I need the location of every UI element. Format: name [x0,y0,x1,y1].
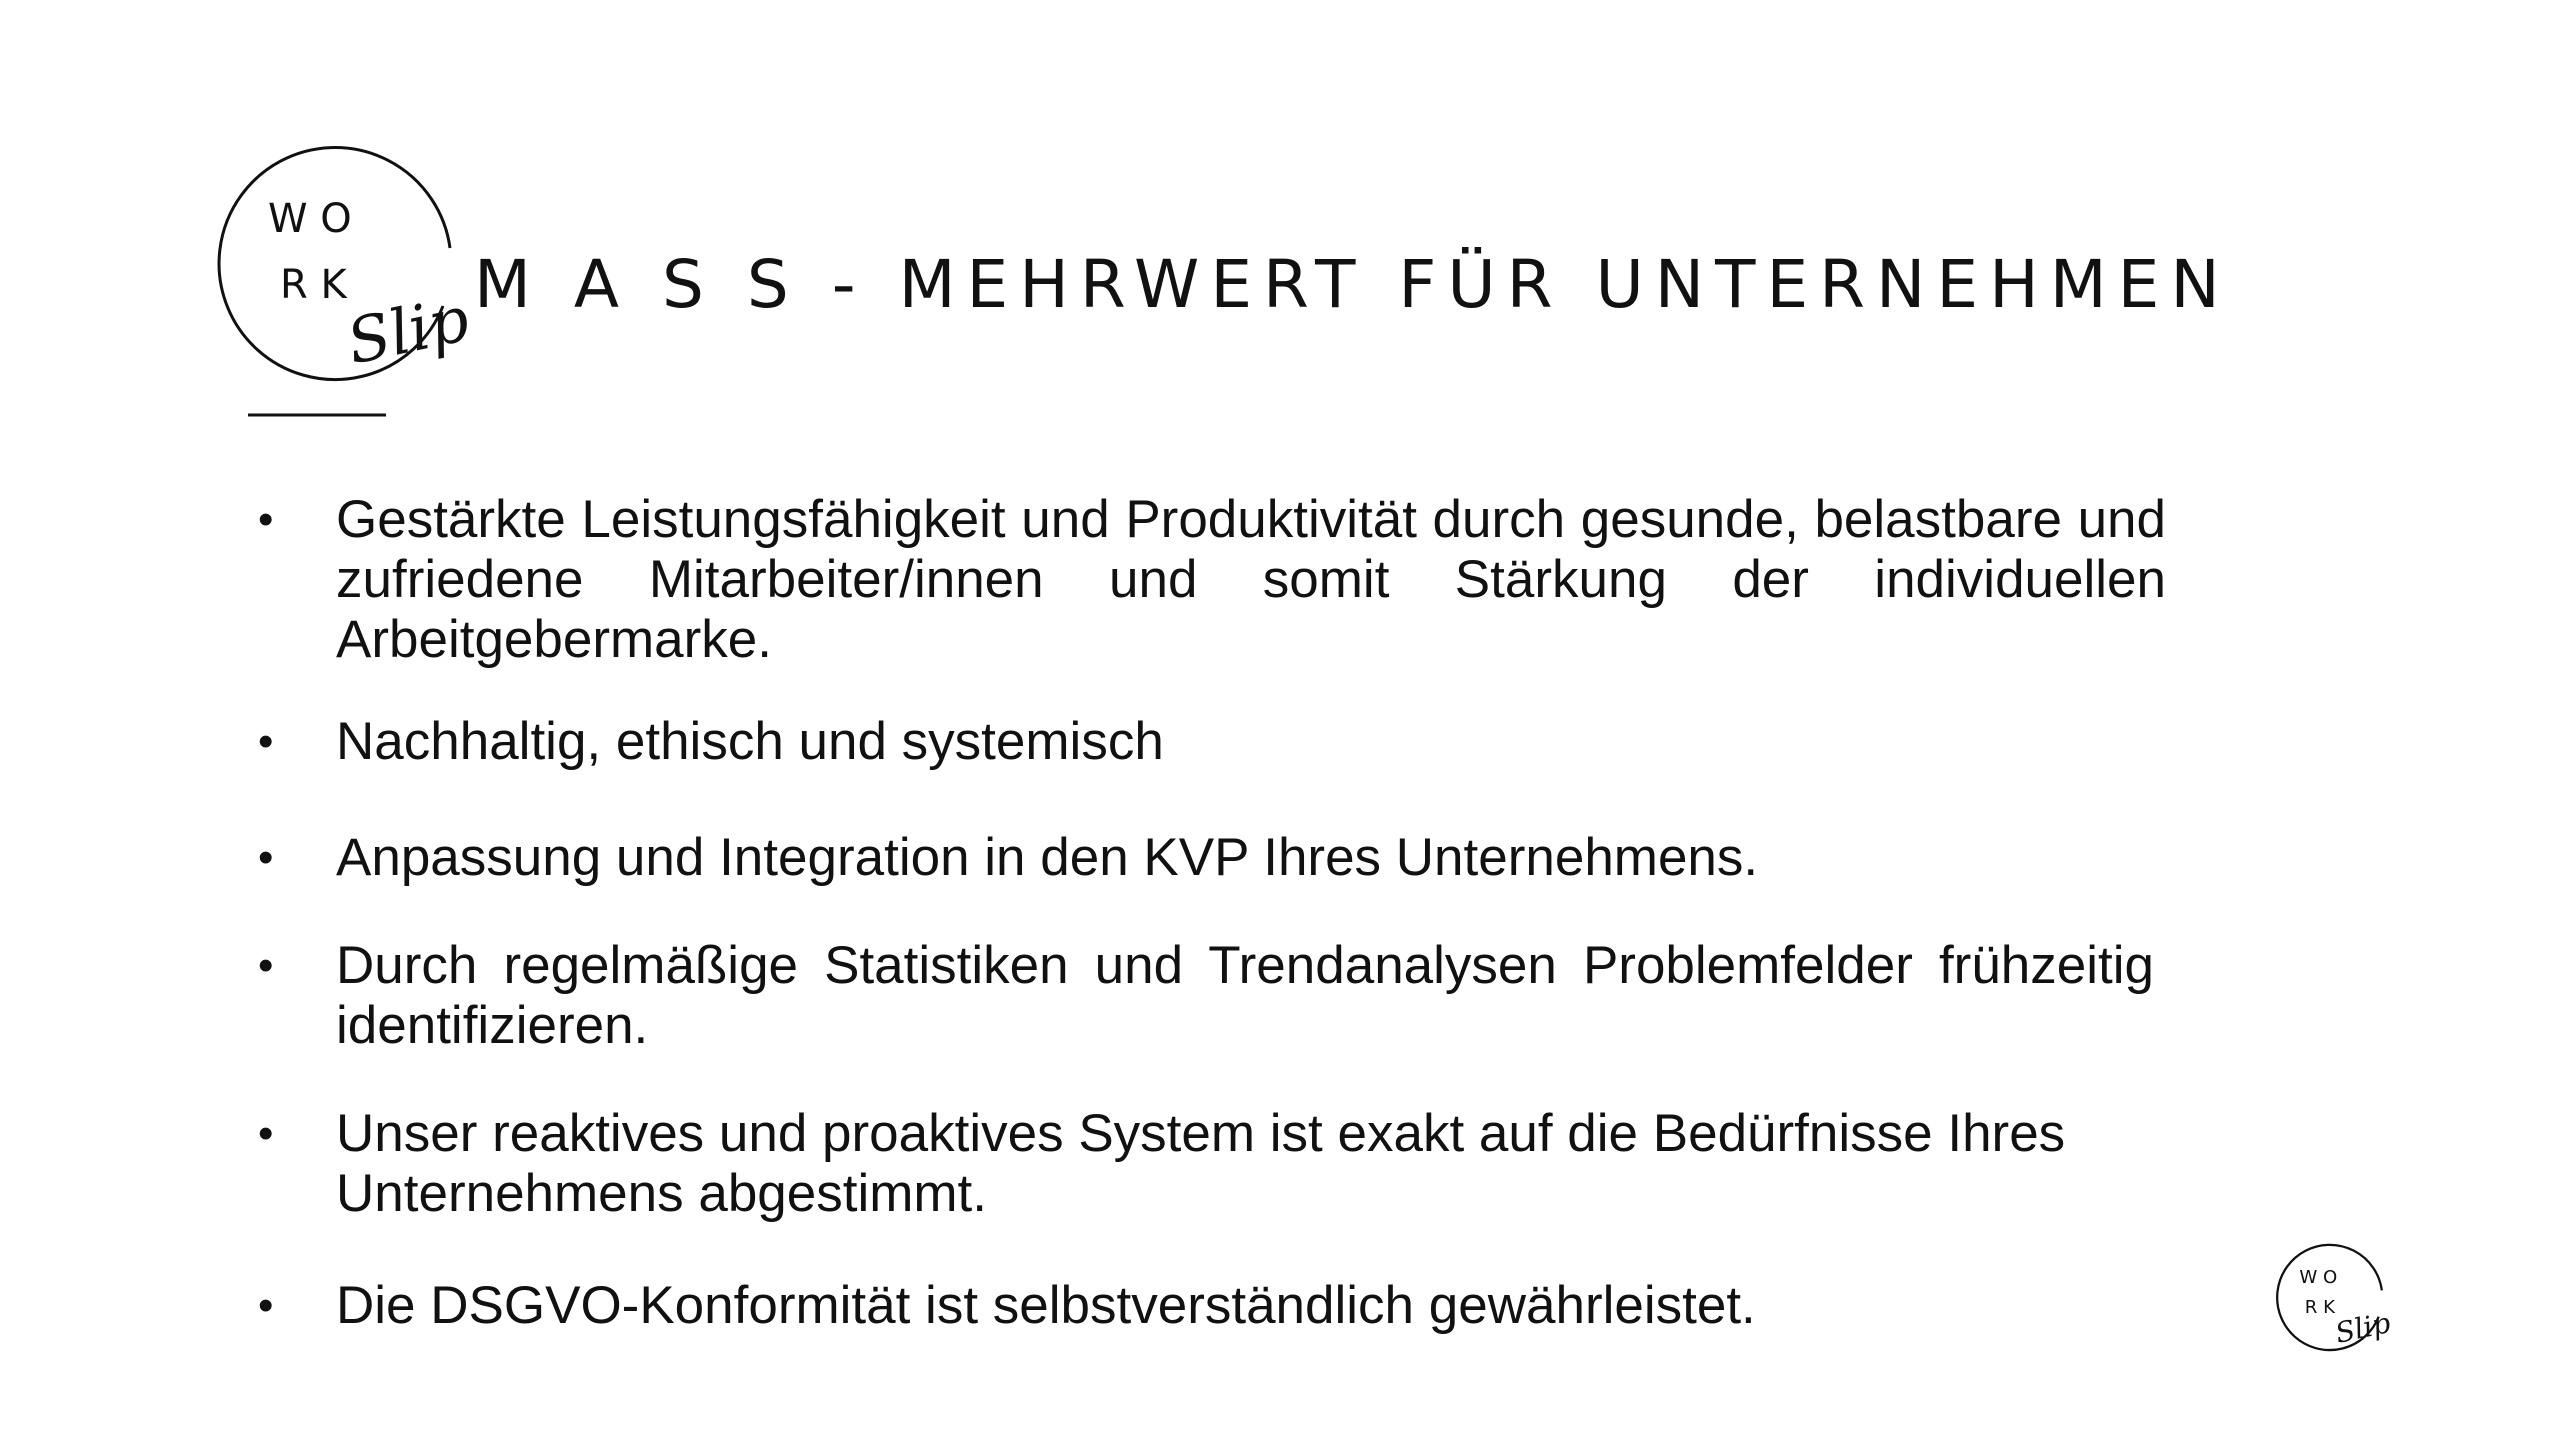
bullet-marker: • [258,1281,274,1330]
logo-letters-rk: R K [280,262,347,308]
bullet-marker: • [258,717,274,766]
logo-letters-wo: W O [268,196,352,242]
workslip-logo-icon [200,128,480,428]
bullet-marker: • [258,941,274,990]
logo-script: Slip [2332,1306,2394,1350]
page-title: M A S S - MEHRWERT FÜR UNTERNEHMEN [474,246,2231,323]
bullet-marker: • [258,495,274,544]
logo-script: Slip [340,281,476,379]
bullet-text: Durch regelmäßige Statistiken und Trendanalysen Problemfelder frühzeitig identifizieren. [336,936,2154,1055]
logo-letters-wo: W O [2299,1267,2338,1289]
workslip-logo-small-icon [2268,1236,2396,1372]
bullet-text: Die DSGVO-Konformität ist selbstverständlich gewährleistet. [336,1276,1756,1335]
bullet-text: Anpassung und Integration in den KVP Ihres Unternehmens. [336,828,1759,887]
bullet-marker: • [258,1109,274,1158]
bullet-text: Nachhaltig, ethisch und systemisch [336,712,1164,771]
bullet-marker: • [258,833,274,882]
logo-letters-rk: R K [2304,1297,2336,1319]
bullet-text: Unser reaktives und proaktives System ist exakt auf die Bedürfnisse Ihres Unternehmens abgestimmt. [336,1104,2066,1223]
bullet-text: Gestärkte Leistungsfähigkeit und Produktivität durch gesunde, belastbare und zufriedene Mitarbeiter/innen und somit Stärkung der individuellen Arbeitgebermarke. [336,490,2166,669]
